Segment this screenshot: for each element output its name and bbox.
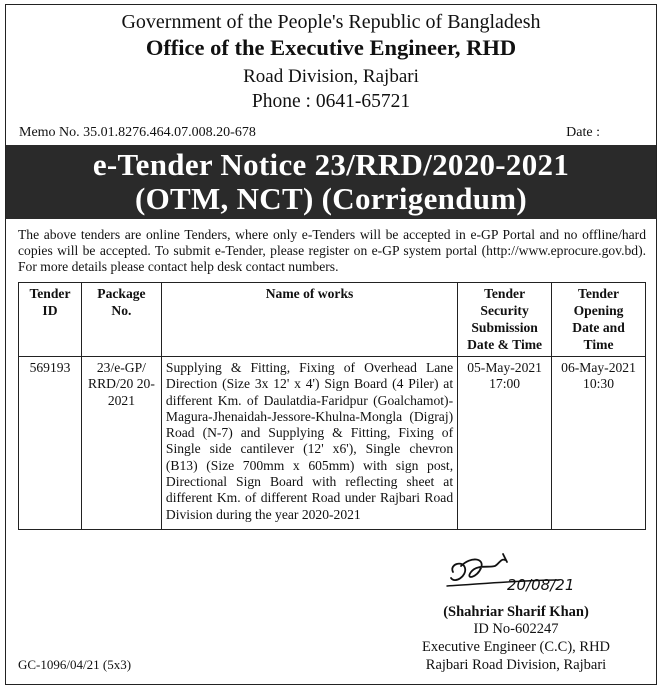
notice-subtitle: (OTM, NCT) (Corrigendum): [134, 181, 528, 216]
cell-submission: [458, 357, 552, 530]
signatory-name: (Shahriar Sharif Khan): [443, 604, 589, 620]
signatory-division: Rajbari Road Division, Rajbari: [425, 657, 607, 673]
phone-number: Phone : 0641-65721: [251, 91, 411, 112]
footer-code: GC-1096/04/21 (5x3): [18, 657, 132, 672]
table-row: [19, 357, 646, 530]
intro-paragraph: The above tenders are online Tenders, where only e-Tenders will be accepted in e-GP Portal and no offline/hard copies will be accepted. To submit e-Tender, please register on e-GP system portal (http://www.eprocure.gov.bd). For more details please contact help desk contact numbers.: [18, 227, 646, 274]
cell-package-no: 23/e-GP/ RRD/20 20-2021: [81, 357, 161, 530]
header-tender-id: Tender ID: [19, 283, 82, 357]
date-label: Date :: [566, 125, 600, 140]
tender-table: [18, 282, 646, 530]
signatory-designation: Executive Engineer (C.C), RHD: [421, 639, 611, 655]
header-opening: Tender Opening Date and Time: [552, 283, 646, 357]
division-title: Road Division, Rajbari: [243, 66, 419, 87]
opening-date: 06-May-2021: [561, 360, 636, 375]
office-title: Office of the Executive Engineer, RHD: [145, 35, 517, 60]
signatory-id: ID No-602247: [473, 621, 559, 637]
handwritten-signature: [441, 550, 586, 598]
table-header-row: [19, 283, 646, 357]
opening-time: 10:30: [583, 376, 615, 392]
submission-date: 05-May-2021: [467, 360, 542, 375]
submission-time: 17:00: [489, 376, 521, 392]
header-submission: Tender Security Submission Date & Time: [458, 283, 552, 357]
header-package-no: Package No.: [81, 283, 161, 357]
cell-name-of-works: Supplying & Fitting, Fixing of Overhead Lane Direction (Size 3x 12' x 4') Sign Board (4 Piler) at different Km. of Daulatdia-Faridpur (Goalchamot)- Magura-Jhenaidah-Jessore-Khulna-Mongla (Digraj) Road (N-7) and Supplying & Fitting, Fixing of Single side cantilever (12' x6'), Single chevron (B13) (Size 700mm x 605mm) with sign post, Directional Sign Board with reflecting sheet at different Km. of different Road under Rajbari Road Division during the year 2020-2021: [161, 357, 457, 530]
signature-date: 20/08/21: [507, 576, 575, 594]
cell-tender-id: 569193: [19, 357, 82, 530]
notice-title: e-Tender Notice 23/RRD/2020-2021: [92, 147, 570, 182]
notice-banner: [6, 145, 656, 219]
cell-opening: [552, 357, 646, 530]
header-name-of-works: Name of works: [161, 283, 457, 357]
memo-number: Memo No. 35.01.8276.464.07.008.20-678: [19, 125, 256, 140]
notice-frame: [5, 4, 657, 685]
government-title: Government of the People's Republic of Bangladesh: [121, 11, 541, 33]
